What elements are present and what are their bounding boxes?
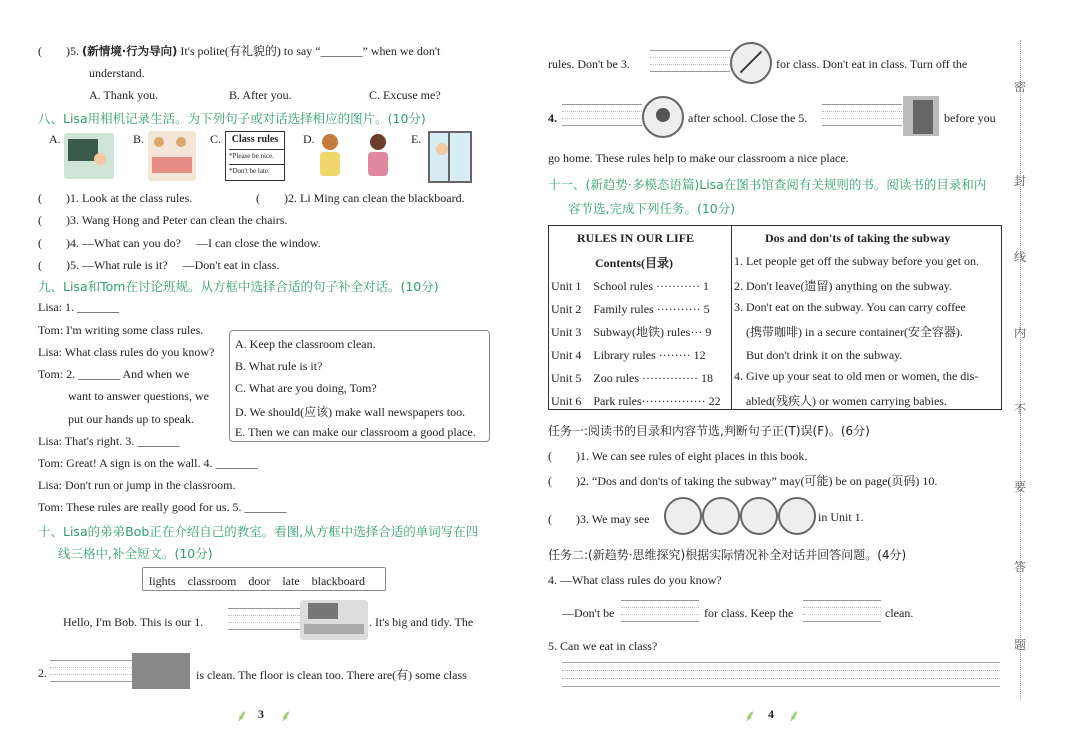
passage-line-1a: Hello, I'm Bob. This is our 1.: [63, 615, 204, 629]
binding-char: 题: [1014, 638, 1027, 652]
binding-char: 线: [1014, 250, 1027, 264]
passage-line-2b: is clean. The floor is clean too. There are(有) some class: [196, 668, 467, 682]
answer-line[interactable]: [562, 662, 1000, 663]
unit-row: Unit 5 Zoo rules ·············· 18: [551, 371, 713, 385]
dialog-line-10: Tom: These rules are really good for us. 5. _______: [38, 500, 287, 514]
passage-line-3b: for class. Don't eat in class. Turn off the: [776, 57, 968, 71]
lights-off-icon: [642, 96, 684, 138]
s8-q4: ( )4. —What can you do? —I can close the window.: [38, 236, 321, 250]
pic-letter-a: A.: [49, 132, 61, 146]
blackboard-picture: [132, 653, 190, 689]
page-number-left: 3: [258, 707, 264, 721]
question-number: ( )5.: [38, 44, 79, 58]
binding-char: 密: [1014, 80, 1027, 94]
s8-q1: ( )1. Look at the class rules.: [38, 191, 193, 205]
answer-line: [562, 670, 1000, 671]
section-11-title-cont: 容节选,完成下列任务。(10分): [568, 201, 736, 216]
sentence-option-box: [229, 330, 490, 442]
answer-line: [562, 678, 1000, 679]
task-2-title: 任务二:(新趋势·思维探究)根据实际情况补全对话并回答问题。(4分): [548, 548, 907, 562]
dialog-line-9: Lisa: Don't run or jump in the classroom.: [38, 478, 236, 492]
dialog-line-6: put our hands up to speak.: [68, 412, 194, 426]
plant-icon: ⸙: [280, 708, 293, 725]
option-c: C. Excuse me?: [369, 88, 441, 102]
book-title: RULES IN OUR LIFE: [577, 231, 695, 245]
task-2-q5: 5. Can we eat in class?: [548, 639, 658, 653]
sit-icon-4: [778, 497, 816, 535]
dialog-line-5: want to answer questions, we: [68, 389, 209, 403]
dialog-line-2: Tom: I'm writing some class rules.: [38, 323, 204, 337]
task-1-q3b: in Unit 1.: [818, 510, 864, 524]
binding-char: 答: [1014, 560, 1027, 574]
dialog-line-4: Tom: 2. _______ And when we: [38, 367, 190, 381]
board-title: Class rules: [231, 134, 279, 145]
option-c: C. What are you doing, Tom?: [235, 381, 377, 395]
excerpt-title: Dos and don'ts of taking the subway: [765, 231, 951, 245]
dialog-line-3: Lisa: What class rules do you know?: [38, 345, 215, 359]
option-a: A. Keep the classroom clean.: [235, 337, 376, 351]
task-1-q2: ( )2. “Dos and don'ts of taking the subway” may(可能) be on page(页码) 10.: [548, 474, 938, 488]
unit-row: Unit 2 Family rules ··········· 5: [551, 302, 710, 316]
section-8-title: 八、Lisa用相机记录生活。为下列句子或对话选择相应的图片。(10分): [38, 111, 426, 126]
unit-row: Unit 6 Park rules················ 22: [551, 394, 721, 408]
passage-line-4b: after school. Close the 5.: [688, 111, 808, 125]
board-rule-1: *Please be nice.: [229, 149, 284, 160]
s8-q2: ( )2. Li Ming can clean the blackboard.: [256, 191, 465, 205]
passage-line-4c: before you: [944, 111, 996, 125]
class-rules-board: [225, 131, 285, 181]
picture-a: [64, 133, 114, 179]
unit-row: Unit 1 School rules ··········· 1: [551, 279, 709, 293]
picture-b: [148, 131, 196, 181]
s8-q5: ( )5. —What rule is it? —Don't eat in class.: [38, 258, 280, 272]
option-a: A. Thank you.: [89, 88, 159, 102]
task-1-q1: ( )1. We can see rules of eight places in this book.: [548, 449, 808, 463]
task-2-q4b: for class. Keep the: [704, 606, 794, 620]
subway-rule: 1. Let people get off the subway before you get on.: [734, 254, 980, 268]
four-line-blank-3[interactable]: [650, 50, 730, 72]
door-picture: [903, 96, 939, 136]
option-b: B. After you.: [229, 88, 292, 102]
question-text-cont: understand.: [89, 66, 145, 80]
passage-line-1b: . It's big and tidy. The: [369, 615, 474, 629]
board-rule-2: *Don't be late.: [229, 164, 284, 175]
subway-rule: 2. Don't leave(遗留) anything on the subway.: [734, 279, 953, 293]
answer-line[interactable]: [562, 686, 1000, 687]
plant-icon: ⸙: [744, 708, 757, 725]
passage-line-3a: rules. Don't be 3.: [548, 57, 630, 71]
s8-q3: ( )3. Wang Hong and Peter can clean the chairs.: [38, 213, 288, 227]
plant-icon: ⸙: [788, 708, 801, 725]
binding-char: 封: [1014, 174, 1027, 188]
unit-row: Unit 4 Library rules ········ 12: [551, 348, 706, 362]
passage-line-5: go home. These rules help to make our classroom a nice place.: [548, 151, 849, 165]
four-line-blank-6[interactable]: [621, 600, 699, 622]
option-d: D. We should(应该) make wall newspapers too.: [235, 405, 466, 419]
unit-row: Unit 3 Subway(地铁) rules··· 9: [551, 325, 712, 339]
passage-line-4a: 4.: [548, 111, 557, 125]
pic-letter-b: B.: [133, 132, 145, 146]
sit-icon-3: [740, 497, 778, 535]
rules-table: [548, 225, 1002, 410]
passage-line-2a: 2.: [38, 666, 47, 680]
section-10-title: 十、Lisa的弟弟Bob正在介绍自己的教室。看图,从方框中选择合适的单词写在四: [38, 524, 479, 539]
word-bank-box: [142, 567, 386, 591]
task-1-title: 任务一:阅读书的目录和内容节选,判断句子正(T)误(F)。(6分): [548, 424, 870, 438]
contents-heading: Contents(目录): [595, 256, 673, 270]
subway-rule: 4. Give up your seat to old men or women, the dis-: [734, 369, 979, 383]
dialog-line-8: Tom: Great! A sign is on the wall. 4. _______: [38, 456, 258, 470]
section-9-title: 九、Lisa和Tom在讨论班规。从方框中选择合适的句子补全对话。(10分): [38, 279, 439, 294]
binding-char: 不: [1014, 402, 1027, 416]
pic-letter-e: E.: [411, 132, 422, 146]
question-text: It's polite(有礼貌的) to say “_______” when we don't: [180, 44, 441, 58]
binding-char: 内: [1014, 326, 1027, 340]
option-e: E. Then we can make our classroom a good place.: [235, 425, 476, 439]
dialog-line-1: Lisa: 1. _______: [38, 300, 119, 314]
page-number-right: 4: [768, 707, 774, 721]
pic-letter-d: D.: [303, 132, 315, 146]
pic-letter-c: C.: [210, 132, 222, 146]
classroom-picture: [300, 600, 368, 640]
sit-icon-2: [702, 497, 740, 535]
plant-icon: ⸙: [236, 708, 249, 725]
picture-d: [318, 132, 396, 180]
four-line-blank-7[interactable]: [803, 600, 881, 622]
question-tag: (新情境·行为导向): [82, 44, 178, 58]
section-10-title-cont: 线三格中,补全短文。(10分): [58, 546, 213, 561]
picture-e-window: [428, 131, 472, 183]
section-11-title: 十一、(新趋势·多模态语篇)Lisa在图书馆查阅有关规则的书。阅读书的目录和内: [548, 177, 987, 192]
subway-rule: But don't drink it on the subway.: [734, 348, 903, 362]
sit-icon-1: [664, 497, 702, 535]
four-line-blank-4[interactable]: [562, 104, 642, 126]
dialog-line-7: Lisa: That's right. 3. _______: [38, 434, 180, 448]
option-b: B. What rule is it?: [235, 359, 323, 373]
subway-rule: 3. Don't eat on the subway. You can carry coffee: [734, 300, 966, 314]
binding-line: [1020, 40, 1021, 700]
subway-rule: abled(残疾人) or women carrying babies.: [734, 394, 947, 408]
binding-char: 要: [1014, 480, 1027, 494]
q5-line: [38, 42, 440, 59]
four-line-blank-5[interactable]: [822, 104, 902, 126]
task-2-q4a: —Don't be: [562, 606, 615, 620]
task-2-q4: 4. —What class rules do you know?: [548, 573, 722, 587]
task-2-q4c: clean.: [885, 606, 914, 620]
task-1-q3a: ( )3. We may see: [548, 512, 650, 526]
word-bank: lights classroom door late blackboard: [149, 574, 365, 588]
subway-rule: (携带咖啡) in a secure container(安全容器).: [734, 325, 963, 339]
no-late-sign-icon: [730, 42, 772, 84]
